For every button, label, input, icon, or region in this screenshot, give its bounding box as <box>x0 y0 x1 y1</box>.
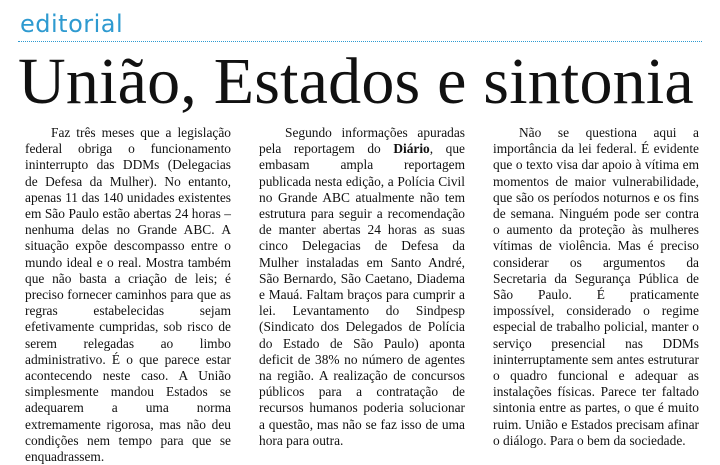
column-1 <box>25 125 231 465</box>
headline: União, Estados e sintonia <box>18 45 694 118</box>
column-2 <box>259 125 465 465</box>
paragraph <box>259 125 465 449</box>
paragraph: Não se questiona aqui a importância da lei federal. É evidente que o texto visa dar apoio à vítima em momentos de maior vulnerabilidade, que são os períodos noturnos e os fins de semana. Ninguém pode ser contra o aumento da proteção às mulheres vítimas de violência. Mas é preciso considerar os argumentos da Secretaria da Segurança Pública de São Paulo. É praticamente impossível, considerado o regime especial de trabalho policial, manter o serviço presencial nas DDMs ininterruptamente sem antes estruturar o quadro funcional e adequar as instalações físicas. Parece ter faltado sintonia entre as partes, o que é muito ruim. União e Estados precisam afinar o diálogo. Para o bem da sociedade. <box>493 125 699 448</box>
column-3 <box>493 125 699 465</box>
section-divider <box>18 41 702 42</box>
paragraph: Faz três meses que a legislação federal obriga o funcionamento ininterrupto das DDMs (Delegacias de Defesa da Mulher). No entanto, apenas 11 das 140 unidades existentes em São Paulo estão abertas 24 horas – nenhuma delas no Grande ABC. A situação expõe descompasso entre o mundo ideal e o real. Mostra também que não basta a criação de leis; é preciso fornecer caminhos para que as regras estabelecidas sejam efetivamente cumpridas, sob risco de serem relegadas ao limbo administrativo. É o que parece estar acontecendo neste caso. A União simplesmente mandou Estados se adequarem a uma norma extremamente rigorosa, mas não deu condições nem tempo para que se enquadrassem. <box>25 125 231 465</box>
text-run: , que embasam ampla reportagem publicada nesta edição, a Polícia Civil no Grande ABC atualmente não tem estrutura para seguir a recomendação de manter abertas 24 horas as suas cinco Delegacias de Defesa da Mulher instaladas em Santo André, São Bernardo, São Caetano, Diadema e Mauá. Faltam braços para cumprir a lei. Levantamento do Sindpesp (Sindicato dos Delegados de Polícia do Estado de São Paulo) aponta deficit de 38% no número de agentes na região. A realização de concursos públicos para a contratação de recursos humanos poderia solucionar a questão, mas não se faz isso de uma hora para outra. <box>259 141 465 448</box>
article-body <box>25 125 700 465</box>
text-run: Segundo informações apuradas pela reportagem do <box>259 125 465 157</box>
section-label: editorial <box>20 10 124 38</box>
newspaper-name: Diário <box>393 141 430 157</box>
